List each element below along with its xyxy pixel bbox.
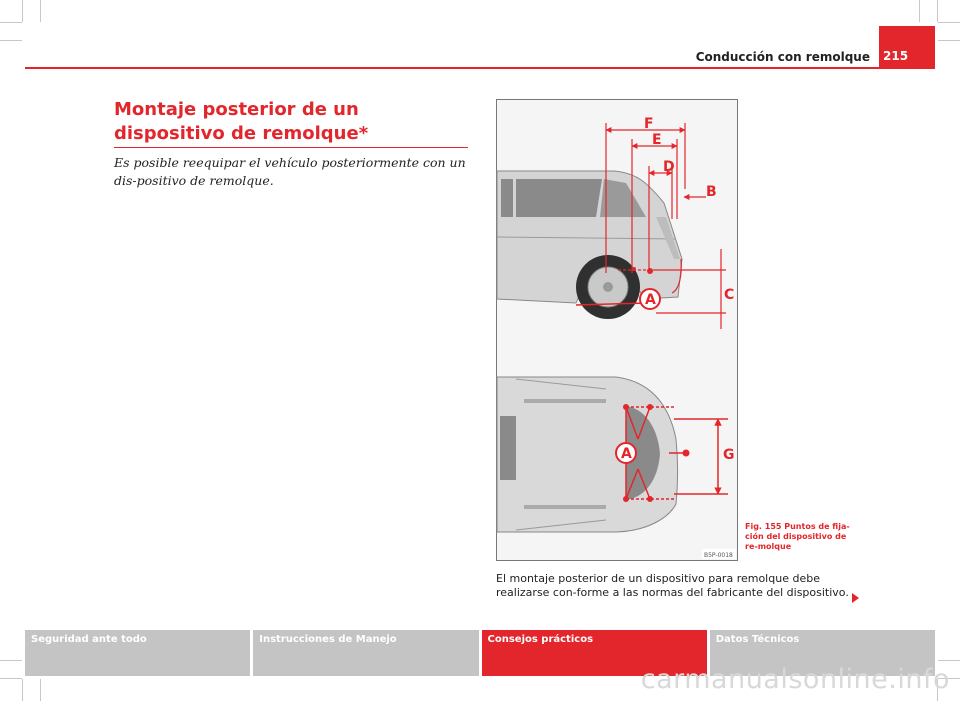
crop-mark xyxy=(938,40,960,41)
figure-code: B5P-0018 xyxy=(704,552,733,559)
crop-mark xyxy=(40,0,41,22)
mount-point-marker xyxy=(632,267,636,271)
crop-mark xyxy=(22,679,23,701)
watermark: carmanualsonline.info xyxy=(640,664,950,695)
crop-mark xyxy=(937,0,938,22)
label-a-top: A xyxy=(645,292,656,308)
crop-mark xyxy=(40,679,41,701)
label-e: E xyxy=(652,132,662,148)
figure-caption: Fig. 155 Puntos de fija-ción del dispositivo de re-molque xyxy=(745,522,850,551)
mount-point-marker xyxy=(683,450,690,457)
section-intro: Es posible reequipar el vehículo posteriormente con un dis-positivo de remolque. xyxy=(114,155,466,188)
label-f: F xyxy=(644,116,654,132)
label-c: C xyxy=(724,287,735,303)
footer-tab-consejos[interactable]: Consejos prácticos xyxy=(482,630,707,676)
mount-point-marker xyxy=(647,268,653,274)
label-a-bottom: A xyxy=(621,446,632,462)
tow-hitch-figure xyxy=(496,99,738,561)
footer-tab-instrucciones[interactable]: Instrucciones de Manejo xyxy=(253,630,478,676)
crop-mark xyxy=(938,22,960,23)
footer-tab-datos[interactable]: Datos Técnicos xyxy=(710,630,935,676)
label-b: B xyxy=(706,184,717,200)
crop-mark xyxy=(22,0,23,22)
footer-tab-seguridad[interactable]: Seguridad ante todo xyxy=(25,630,250,676)
header-rule xyxy=(25,67,935,69)
title-rule xyxy=(114,147,468,148)
crop-mark xyxy=(938,660,960,661)
mount-point-marker xyxy=(623,404,629,410)
mount-point-marker xyxy=(647,496,653,502)
crop-mark xyxy=(0,22,22,23)
crop-mark xyxy=(0,660,22,661)
page-number: 215 xyxy=(879,26,935,68)
crop-mark xyxy=(0,40,22,41)
crop-mark xyxy=(919,0,920,22)
running-header-title: Conducción con remolque xyxy=(695,50,870,64)
car-top-view xyxy=(497,377,678,532)
label-d: D xyxy=(663,159,675,175)
crop-mark xyxy=(0,678,22,679)
continue-arrow-icon xyxy=(852,593,859,603)
mount-point-marker xyxy=(647,404,653,410)
label-g: G xyxy=(723,447,735,463)
body-paragraph: El montaje posterior de un dispositivo para remolque debe realizarse con-forme a las normas del fabricante del dispositivo. xyxy=(496,572,849,599)
mount-point-marker xyxy=(623,496,629,502)
section-title: Montaje posterior de un dispositivo de remolque* xyxy=(114,99,369,144)
